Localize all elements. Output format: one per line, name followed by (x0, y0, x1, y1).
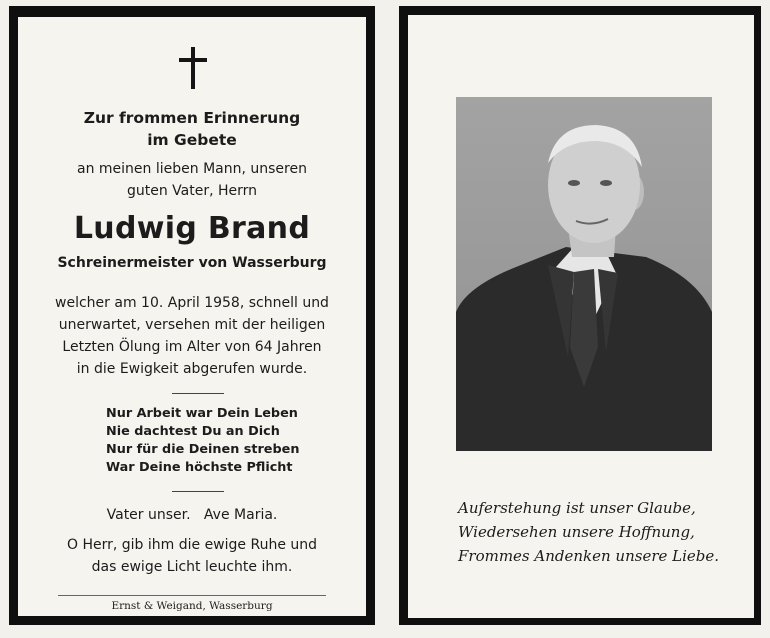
intro-line-2: guten Vater, Herrn (126, 183, 258, 199)
closing-line-2: das ewige Licht leuchte ihm. (91, 559, 293, 575)
heading-line-2: im Gebete (147, 131, 237, 149)
poem-line-4: War Deine höchste Pflicht (106, 460, 293, 475)
card-right-paper (408, 15, 754, 618)
memorial-card-right (399, 6, 761, 625)
text-line-4: in die Ewigkeit abgerufen wurde. (76, 361, 308, 377)
printer-rule (58, 595, 326, 596)
poem-line-1: Nur Arbeit war Dein Leben (106, 406, 298, 421)
deceased-name: Ludwig Brand (73, 211, 311, 246)
deceased-title: Schreinermeister von Wasserburg (57, 255, 327, 271)
closing-line-1: O Herr, gib ihm die ewige Ruhe und (66, 537, 318, 553)
cross-icon (179, 47, 207, 89)
memorial-card-left (9, 6, 375, 625)
verse-line-2: Wiedersehen unsere Hoffnung, (458, 523, 695, 541)
verse-line-3: Frommes Andenken unsere Liebe. (458, 547, 720, 565)
poem-line-3: Nur für die Deinen streben (106, 442, 300, 457)
text-line-3: Letzten Ölung im Alter von 64 Jahren (62, 339, 322, 355)
printer-imprint: Ernst & Weigand, Wasserburg (111, 600, 273, 612)
card-left-paper (18, 17, 366, 616)
prayer-line: Vater unser. Ave Maria. (106, 507, 278, 523)
portrait-photo (456, 97, 712, 451)
verse-line-1: Auferstehung ist unser Glaube, (458, 499, 696, 517)
intro-line-1: an meinen lieben Mann, unseren (77, 161, 307, 177)
text-line-2: unerwartet, versehen mit der heiligen (58, 317, 326, 333)
text-line-1: welcher am 10. April 1958, schnell und (55, 295, 329, 311)
separator-top (172, 393, 224, 394)
poem-line-2: Nie dachtest Du an Dich (106, 424, 280, 439)
heading-line-1: Zur frommen Erinnerung (83, 109, 301, 127)
portrait-figure (456, 97, 712, 451)
separator-bottom (172, 491, 224, 492)
